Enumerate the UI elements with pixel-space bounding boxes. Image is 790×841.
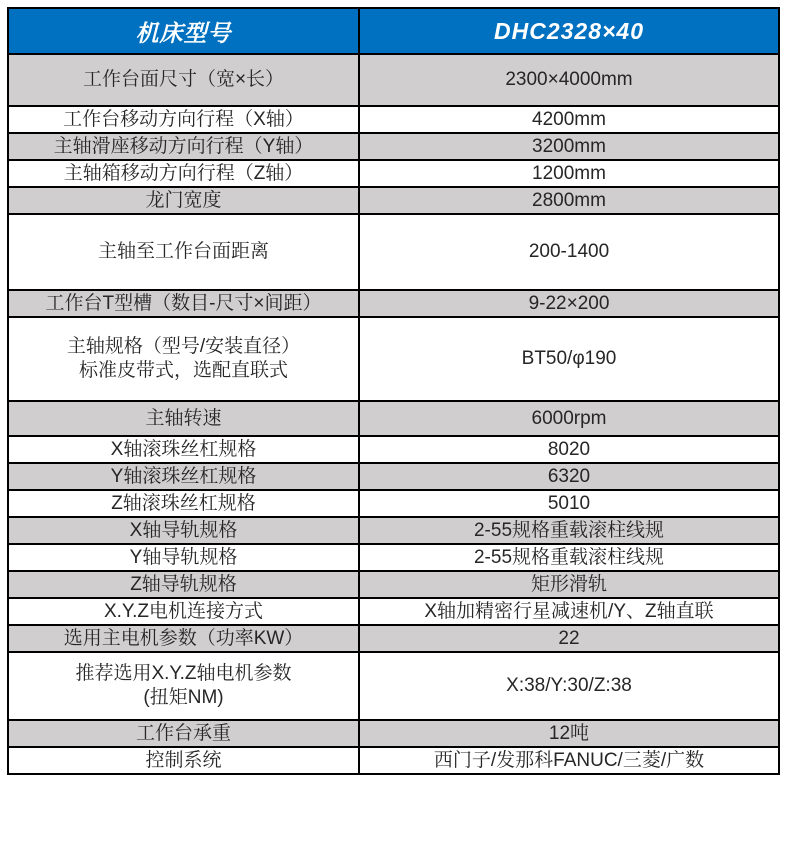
table-row xyxy=(8,106,779,133)
table-row xyxy=(8,747,779,774)
spec-label: 控制系统 xyxy=(8,747,359,774)
spec-value: 5010 xyxy=(359,490,779,517)
table-row xyxy=(8,436,779,463)
spec-label: X轴导轨规格 xyxy=(8,517,359,544)
spec-label: 工作台T型槽（数目-尺寸×间距） xyxy=(8,290,359,317)
table-row xyxy=(8,544,779,571)
spec-label: 主轴至工作台面距离 xyxy=(8,214,359,290)
spec-label: Z轴滚珠丝杠规格 xyxy=(8,490,359,517)
table-row xyxy=(8,187,779,214)
spec-value: 6320 xyxy=(359,463,779,490)
spec-value: 2800mm xyxy=(359,187,779,214)
spec-label: 主轴滑座移动方向行程（Y轴） xyxy=(8,133,359,160)
spec-value: 2-55规格重载滚柱线规 xyxy=(359,544,779,571)
spec-label: 龙门宽度 xyxy=(8,187,359,214)
spec-label xyxy=(8,652,359,720)
spec-value: 1200mm xyxy=(359,160,779,187)
table-row xyxy=(8,598,779,625)
table-row xyxy=(8,517,779,544)
spec-label: X轴滚珠丝杠规格 xyxy=(8,436,359,463)
spec-value: 2300×4000mm xyxy=(359,54,779,106)
table-row xyxy=(8,652,779,720)
spec-value: 2-55规格重载滚柱线规 xyxy=(359,517,779,544)
table-row xyxy=(8,571,779,598)
table-row xyxy=(8,290,779,317)
spec-label-line1: 主轴规格（型号/安装直径） xyxy=(66,336,301,358)
spec-value: BT50/φ190 xyxy=(359,317,779,401)
spec-value: 矩形滑轨 xyxy=(359,571,779,598)
table-row xyxy=(8,317,779,401)
spec-value: 6000rpm xyxy=(359,401,779,436)
spec-label: 主轴箱移动方向行程（Z轴） xyxy=(8,160,359,187)
table-row xyxy=(8,401,779,436)
spec-label: X.Y.Z电机连接方式 xyxy=(8,598,359,625)
spec-label: 工作台移动方向行程（X轴） xyxy=(8,106,359,133)
table-row xyxy=(8,490,779,517)
spec-value: 西门子/发那科FANUC/三菱/广数 xyxy=(359,747,779,774)
table-row xyxy=(8,133,779,160)
spec-value: 12吨 xyxy=(359,720,779,747)
table-row xyxy=(8,625,779,652)
spec-label: 选用主电机参数（功率KW） xyxy=(8,625,359,652)
spec-value: X:38/Y:30/Z:38 xyxy=(359,652,779,720)
spec-label-line2: 标准皮带式，选配直联式 xyxy=(78,360,288,381)
spec-table-header xyxy=(8,8,779,54)
spec-value: 3200mm xyxy=(359,133,779,160)
spec-value: X轴加精密行星减速机/Y、Z轴直联 xyxy=(359,598,779,625)
spec-label: 工作台面尺寸（宽×长） xyxy=(8,54,359,106)
spec-value: 9-22×200 xyxy=(359,290,779,317)
header-model-label: 机床型号 xyxy=(8,8,359,54)
header-model-value: DHC2328×40 xyxy=(359,8,779,54)
spec-table-body xyxy=(8,54,779,774)
table-row xyxy=(8,720,779,747)
machine-spec-table xyxy=(7,7,780,775)
spec-label: Z轴导轨规格 xyxy=(8,571,359,598)
spec-value: 4200mm xyxy=(359,106,779,133)
header-row xyxy=(8,8,779,54)
spec-label: Y轴滚珠丝杠规格 xyxy=(8,463,359,490)
spec-label: Y轴导轨规格 xyxy=(8,544,359,571)
spec-label: 工作台承重 xyxy=(8,720,359,747)
spec-value: 8020 xyxy=(359,436,779,463)
spec-label-line1: 推荐选用X.Y.Z轴电机参数 xyxy=(75,663,292,685)
spec-label xyxy=(8,317,359,401)
spec-value: 200-1400 xyxy=(359,214,779,290)
table-row xyxy=(8,463,779,490)
spec-label-line2: (扭矩NM) xyxy=(143,687,224,708)
spec-value: 22 xyxy=(359,625,779,652)
spec-label: 主轴转速 xyxy=(8,401,359,436)
table-row xyxy=(8,214,779,290)
table-row xyxy=(8,160,779,187)
table-row xyxy=(8,54,779,106)
